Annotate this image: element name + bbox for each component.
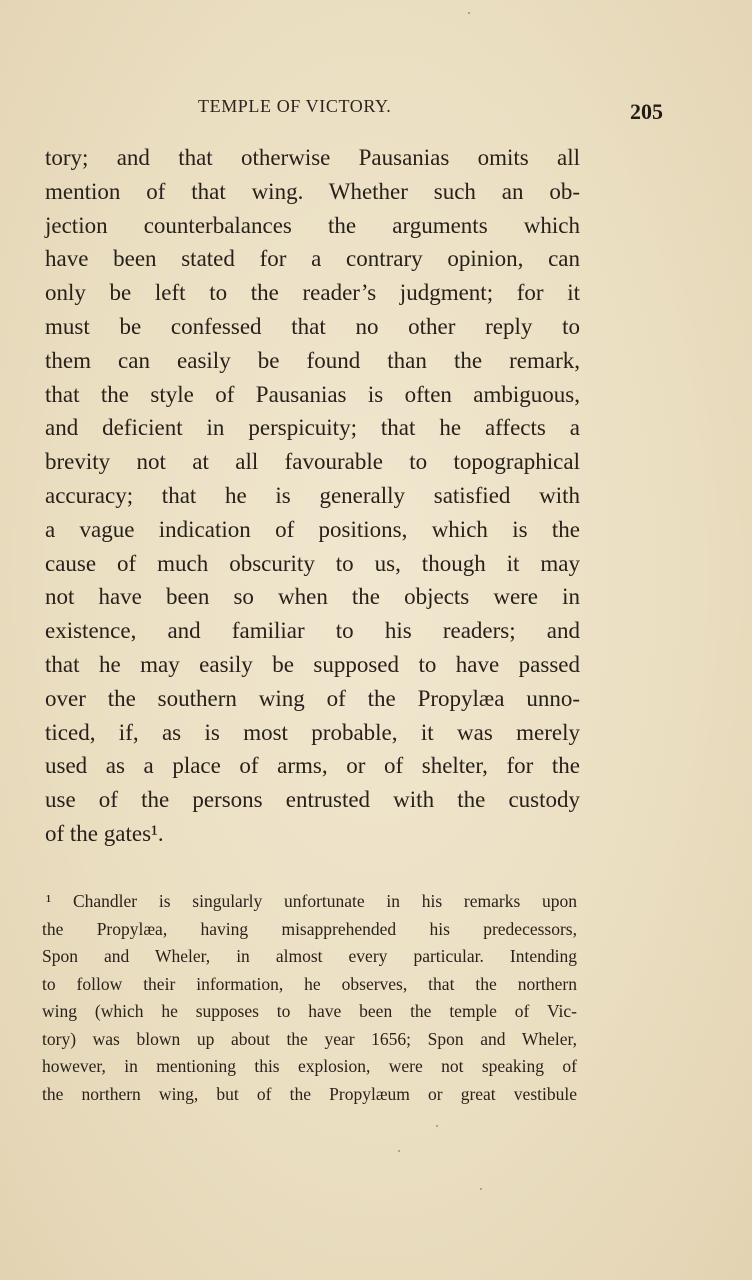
footnote-line: however, in mentioning this explosion, were not speaking of <box>42 1056 577 1076</box>
body-line: that the style of Pausanias is often ambiguous, <box>45 381 580 407</box>
footnote-line: ¹ Chandler is singularly unfortunate in his remarks upon <box>46 891 577 911</box>
body-line: tory; and that otherwise Pausanias omits all <box>45 145 580 170</box>
body-line: accuracy; that he is generally satisfied with <box>45 482 580 508</box>
page-number: 205 <box>630 99 663 124</box>
body-line: only be left to the reader’s judgment; for it <box>45 280 580 306</box>
body-line: a vague indication of positions, which is the <box>45 516 580 542</box>
paper-speck <box>436 1125 438 1127</box>
body-line: that he may easily be supposed to have passed <box>45 651 580 677</box>
footnote <box>42 888 577 1108</box>
footnote-line: the northern wing, but of the Propylæum or great vestibule <box>42 1083 577 1104</box>
body-line: of the gates¹. <box>45 820 164 846</box>
footnote-line: tory) was blown up about the year 1656; Spon and Wheler, <box>42 1028 577 1049</box>
paper-speck <box>398 1150 400 1152</box>
body-line: jection counterbalances the arguments which <box>45 212 580 238</box>
body-line: use of the persons entrusted with the custody <box>45 787 580 813</box>
footnote-line: wing (which he supposes to have been the temple of Vic- <box>42 1001 577 1021</box>
body-line: existence, and familiar to his readers; and <box>45 618 580 644</box>
body-text <box>45 141 580 851</box>
body-line: cause of much obscurity to us, though it may <box>45 550 580 576</box>
body-line: ticed, if, as is most probable, it was merely <box>45 719 580 745</box>
body-line: have been stated for a contrary opinion, can <box>45 246 580 272</box>
footnote-line: Spon and Wheler, in almost every particular. Intending <box>42 946 577 966</box>
body-line: brevity not at all favourable to topographical <box>45 449 580 475</box>
body-line: must be confessed that no other reply to <box>45 313 580 339</box>
body-line: over the southern wing of the Propylæa unno- <box>45 685 580 711</box>
body-line: not have been so when the objects were in <box>45 584 580 610</box>
body-line: used as a place of arms, or of shelter, for the <box>45 753 580 779</box>
running-head: TEMPLE OF VICTORY. <box>198 96 392 116</box>
footnote-line: to follow their information, he observes, that the northern <box>42 973 577 994</box>
paper-speck <box>480 1188 482 1190</box>
footnote-line: the Propylæa, having misapprehended his predecessors, <box>42 918 577 939</box>
body-line: mention of that wing. Whether such an ob- <box>45 178 580 204</box>
body-line: them can easily be found than the remark, <box>45 347 580 373</box>
paper-speck <box>468 12 470 14</box>
body-line: and deficient in perspicuity; that he affects a <box>45 415 580 441</box>
